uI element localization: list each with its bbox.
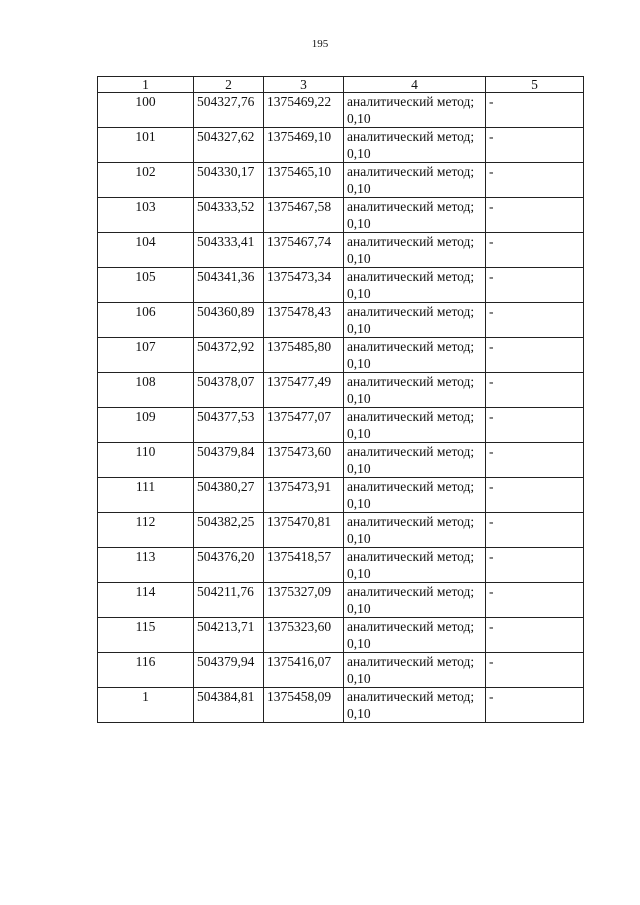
x-coordinate-cell: 504377,53 — [194, 408, 264, 443]
y-coordinate-cell: 1375418,57 — [264, 548, 344, 583]
method-accuracy-cell: аналитический метод; 0,10 — [344, 93, 486, 128]
point-number-cell: 105 — [98, 268, 194, 303]
x-coordinate-cell: 504378,07 — [194, 373, 264, 408]
x-coordinate-cell: 504379,84 — [194, 443, 264, 478]
header-col-2: 2 — [194, 77, 264, 93]
note-cell: - — [486, 303, 584, 338]
table-row — [98, 478, 584, 513]
table-row — [98, 198, 584, 233]
note-cell: - — [486, 618, 584, 653]
note-cell: - — [486, 93, 584, 128]
x-coordinate-cell: 504379,94 — [194, 653, 264, 688]
point-number-cell: 114 — [98, 583, 194, 618]
x-coordinate-cell: 504376,20 — [194, 548, 264, 583]
point-number-cell: 102 — [98, 163, 194, 198]
method-accuracy-cell: аналитический метод; 0,10 — [344, 268, 486, 303]
note-cell: - — [486, 443, 584, 478]
note-cell: - — [486, 268, 584, 303]
table-row — [98, 233, 584, 268]
y-coordinate-cell: 1375465,10 — [264, 163, 344, 198]
note-cell: - — [486, 548, 584, 583]
table-row — [98, 443, 584, 478]
method-accuracy-cell: аналитический метод; 0,10 — [344, 163, 486, 198]
x-coordinate-cell: 504327,62 — [194, 128, 264, 163]
method-accuracy-cell: аналитический метод; 0,10 — [344, 478, 486, 513]
y-coordinate-cell: 1375469,22 — [264, 93, 344, 128]
x-coordinate-cell: 504327,76 — [194, 93, 264, 128]
method-accuracy-cell: аналитический метод; 0,10 — [344, 338, 486, 373]
method-accuracy-cell: аналитический метод; 0,10 — [344, 373, 486, 408]
x-coordinate-cell: 504333,52 — [194, 198, 264, 233]
page-number: 195 — [311, 38, 329, 50]
point-number-cell: 108 — [98, 373, 194, 408]
method-accuracy-cell: аналитический метод; 0,10 — [344, 513, 486, 548]
y-coordinate-cell: 1375478,43 — [264, 303, 344, 338]
point-number-cell: 106 — [98, 303, 194, 338]
table-row — [98, 338, 584, 373]
table-row — [98, 373, 584, 408]
point-number-cell: 115 — [98, 618, 194, 653]
method-accuracy-cell: аналитический метод; 0,10 — [344, 408, 486, 443]
point-number-cell: 104 — [98, 233, 194, 268]
method-accuracy-cell: аналитический метод; 0,10 — [344, 303, 486, 338]
x-coordinate-cell: 504213,71 — [194, 618, 264, 653]
table-row — [98, 128, 584, 163]
table-row — [98, 513, 584, 548]
x-coordinate-cell: 504341,36 — [194, 268, 264, 303]
point-number-cell: 112 — [98, 513, 194, 548]
note-cell: - — [486, 128, 584, 163]
note-cell: - — [486, 408, 584, 443]
y-coordinate-cell: 1375416,07 — [264, 653, 344, 688]
note-cell: - — [486, 653, 584, 688]
x-coordinate-cell: 504360,89 — [194, 303, 264, 338]
note-cell: - — [486, 373, 584, 408]
note-cell: - — [486, 163, 584, 198]
table-body — [98, 93, 584, 723]
point-number-cell: 103 — [98, 198, 194, 233]
point-number-cell: 109 — [98, 408, 194, 443]
coordinates-table — [97, 76, 584, 723]
table-row — [98, 653, 584, 688]
header-col-1: 1 — [98, 77, 194, 93]
method-accuracy-cell: аналитический метод; 0,10 — [344, 653, 486, 688]
y-coordinate-cell: 1375458,09 — [264, 688, 344, 723]
note-cell: - — [486, 478, 584, 513]
point-number-cell: 113 — [98, 548, 194, 583]
method-accuracy-cell: аналитический метод; 0,10 — [344, 198, 486, 233]
note-cell: - — [486, 583, 584, 618]
note-cell: - — [486, 338, 584, 373]
y-coordinate-cell: 1375467,58 — [264, 198, 344, 233]
note-cell: - — [486, 233, 584, 268]
x-coordinate-cell: 504384,81 — [194, 688, 264, 723]
note-cell: - — [486, 688, 584, 723]
y-coordinate-cell: 1375477,07 — [264, 408, 344, 443]
y-coordinate-cell: 1375485,80 — [264, 338, 344, 373]
method-accuracy-cell: аналитический метод; 0,10 — [344, 688, 486, 723]
table-row — [98, 548, 584, 583]
y-coordinate-cell: 1375470,81 — [264, 513, 344, 548]
method-accuracy-cell: аналитический метод; 0,10 — [344, 583, 486, 618]
note-cell: - — [486, 513, 584, 548]
y-coordinate-cell: 1375467,74 — [264, 233, 344, 268]
point-number-cell: 116 — [98, 653, 194, 688]
x-coordinate-cell: 504382,25 — [194, 513, 264, 548]
x-coordinate-cell: 504211,76 — [194, 583, 264, 618]
point-number-cell: 110 — [98, 443, 194, 478]
method-accuracy-cell: аналитический метод; 0,10 — [344, 233, 486, 268]
point-number-cell: 107 — [98, 338, 194, 373]
method-accuracy-cell: аналитический метод; 0,10 — [344, 618, 486, 653]
table-row — [98, 303, 584, 338]
header-col-3: 3 — [264, 77, 344, 93]
y-coordinate-cell: 1375469,10 — [264, 128, 344, 163]
table-row — [98, 93, 584, 128]
y-coordinate-cell: 1375473,91 — [264, 478, 344, 513]
table-row — [98, 163, 584, 198]
table-row — [98, 618, 584, 653]
y-coordinate-cell: 1375477,49 — [264, 373, 344, 408]
x-coordinate-cell: 504333,41 — [194, 233, 264, 268]
table-row — [98, 268, 584, 303]
header-col-5: 5 — [486, 77, 584, 93]
table-row — [98, 688, 584, 723]
x-coordinate-cell: 504330,17 — [194, 163, 264, 198]
y-coordinate-cell: 1375323,60 — [264, 618, 344, 653]
table-header-row — [98, 77, 584, 93]
table-row — [98, 583, 584, 618]
y-coordinate-cell: 1375473,34 — [264, 268, 344, 303]
point-number-cell: 100 — [98, 93, 194, 128]
method-accuracy-cell: аналитический метод; 0,10 — [344, 548, 486, 583]
note-cell: - — [486, 198, 584, 233]
point-number-cell: 1 — [98, 688, 194, 723]
x-coordinate-cell: 504380,27 — [194, 478, 264, 513]
x-coordinate-cell: 504372,92 — [194, 338, 264, 373]
method-accuracy-cell: аналитический метод; 0,10 — [344, 128, 486, 163]
table-row — [98, 408, 584, 443]
header-col-4: 4 — [344, 77, 486, 93]
point-number-cell: 111 — [98, 478, 194, 513]
method-accuracy-cell: аналитический метод; 0,10 — [344, 443, 486, 478]
y-coordinate-cell: 1375327,09 — [264, 583, 344, 618]
y-coordinate-cell: 1375473,60 — [264, 443, 344, 478]
point-number-cell: 101 — [98, 128, 194, 163]
